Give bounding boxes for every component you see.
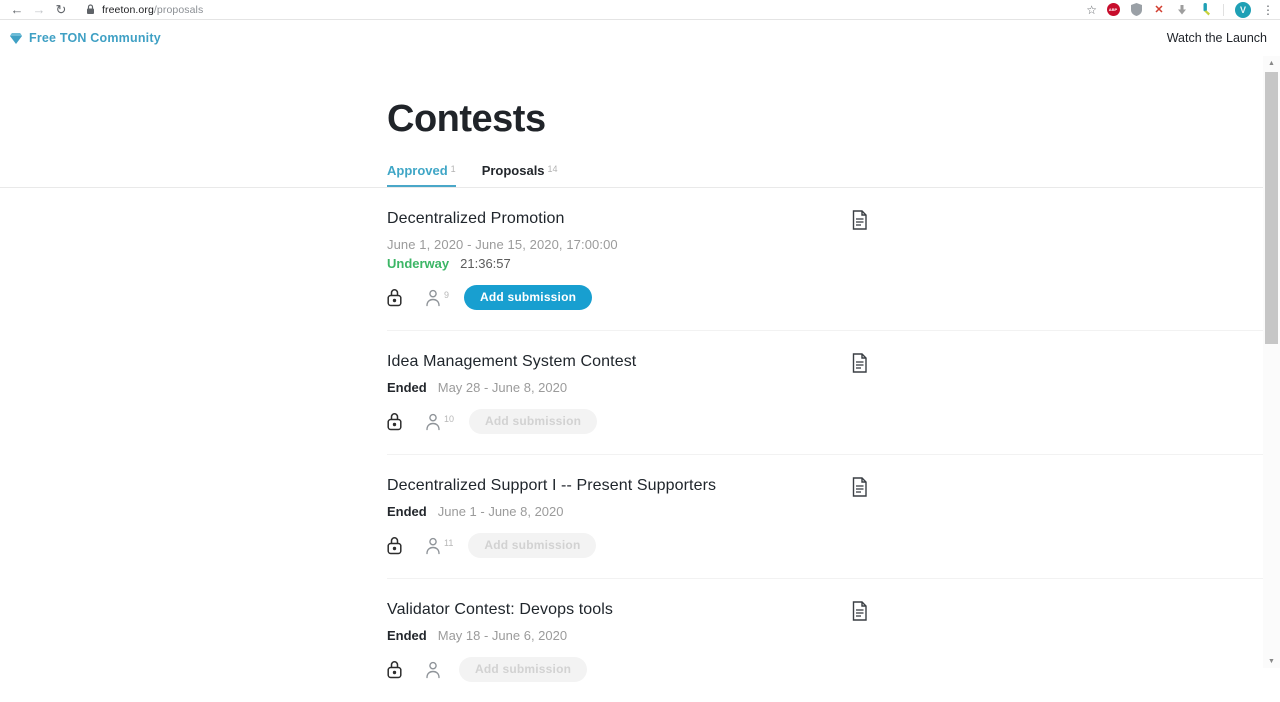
document-icon[interactable]: [851, 210, 868, 230]
padlock-icon: [86, 4, 95, 15]
brand-link[interactable]: [10, 31, 161, 45]
browser-menu-icon[interactable]: ⋮: [1262, 2, 1274, 17]
contest-title[interactable]: Decentralized Support I -- Present Supporters: [387, 476, 717, 494]
add-submission-button: Add submission: [459, 657, 587, 682]
tab-proposals[interactable]: [482, 163, 558, 187]
url-text: [102, 4, 203, 16]
participant-count: 11: [444, 538, 454, 549]
contest-title[interactable]: Decentralized Promotion: [387, 209, 565, 227]
lock-icon: [387, 536, 402, 555]
main-content: [0, 56, 1280, 677]
contest-card: [387, 331, 869, 454]
site-header: [0, 20, 1280, 56]
watch-the-launch-link[interactable]: Watch the Launch: [1166, 31, 1267, 45]
scroll-up-icon[interactable]: ▲: [1268, 59, 1275, 67]
download-arrow-extension-icon[interactable]: [1175, 3, 1189, 17]
countdown-timer: 21:36:57: [460, 255, 511, 271]
bookmark-star-icon[interactable]: ☆: [1086, 2, 1097, 17]
shield-extension-icon[interactable]: [1129, 3, 1143, 17]
adblock-extension-icon[interactable]: ABP: [1106, 3, 1120, 17]
lock-icon: [387, 660, 402, 679]
tabs: [387, 163, 869, 187]
status-badge: Ended: [387, 503, 427, 519]
add-submission-button: Add submission: [469, 409, 597, 434]
lock-icon: [387, 412, 402, 431]
profile-avatar[interactable]: V: [1235, 2, 1251, 18]
tab-proposals-label: Proposals: [481, 162, 545, 178]
reload-icon[interactable]: ↻: [55, 2, 67, 17]
person-icon: [425, 661, 441, 678]
brand-label: Free TON Community: [29, 31, 161, 45]
contest-card: [387, 579, 869, 702]
person-icon: [425, 289, 441, 306]
contest-dates: May 18 - June 6, 2020: [437, 627, 568, 643]
tab-proposals-count: 14: [547, 163, 558, 174]
url-path: /proposals: [153, 3, 204, 16]
browser-chrome: [0, 0, 1280, 20]
participants: [425, 661, 444, 678]
ton-crystal-icon: [10, 33, 22, 44]
tab-approved-count: 1: [450, 163, 456, 174]
add-submission-button[interactable]: Add submission: [464, 285, 592, 310]
status-badge: Ended: [387, 627, 427, 643]
close-extension-icon[interactable]: ✕: [1154, 4, 1164, 16]
tab-approved-label: Approved: [387, 162, 448, 178]
forward-icon[interactable]: →: [32, 2, 46, 17]
pin-extension-icon[interactable]: [1198, 3, 1212, 17]
page-scrollbar[interactable]: [1263, 56, 1280, 668]
page-title: Contests: [387, 98, 546, 140]
participants: [425, 289, 449, 306]
contest-title[interactable]: Idea Management System Contest: [387, 352, 637, 370]
url-host: freeton.org: [102, 3, 154, 16]
participant-count: 9: [444, 290, 450, 301]
status-badge: Underway: [387, 255, 450, 271]
contest-dates: June 1 - June 8, 2020: [437, 503, 564, 519]
contest-card: [387, 188, 869, 330]
contest-list: [0, 188, 1280, 702]
back-icon[interactable]: ←: [10, 2, 24, 17]
person-icon: [425, 537, 441, 554]
document-icon[interactable]: [851, 477, 868, 497]
participants: [425, 537, 453, 554]
lock-icon: [387, 288, 402, 307]
status-badge: Ended: [387, 379, 427, 395]
contest-title[interactable]: Validator Contest: Devops tools: [387, 600, 614, 618]
participant-count: 10: [444, 414, 455, 425]
scroll-down-icon[interactable]: ▼: [1268, 657, 1275, 665]
person-icon: [425, 413, 441, 430]
document-icon[interactable]: [851, 353, 868, 373]
toolbar-divider: [1223, 4, 1224, 16]
participants: [425, 413, 454, 430]
contest-card: [387, 455, 869, 578]
document-icon[interactable]: [851, 601, 868, 621]
contest-dates: June 1, 2020 - June 15, 2020, 17:00:00: [387, 236, 618, 252]
scrollbar-thumb[interactable]: [1265, 72, 1278, 344]
tab-approved[interactable]: [387, 163, 456, 187]
contest-dates: May 28 - June 8, 2020: [437, 379, 568, 395]
address-bar[interactable]: [86, 4, 203, 16]
add-submission-button: Add submission: [468, 533, 596, 558]
